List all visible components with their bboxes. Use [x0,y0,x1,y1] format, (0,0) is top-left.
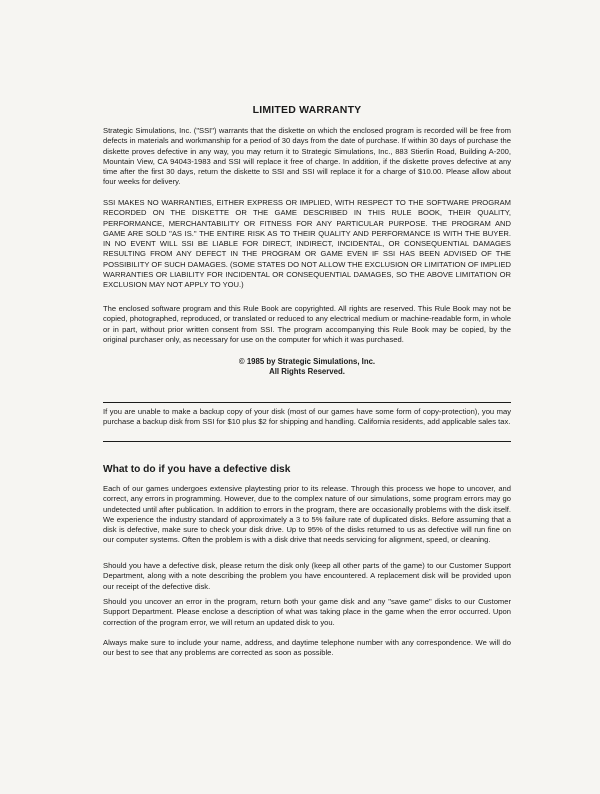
disclaimer-paragraph: SSI MAKES NO WARRANTIES, EITHER EXPRESS OR IMPLIED, WITH RESPECT TO THE SOFTWARE PROGRAM RECORDED ON THE DISKETTE OR THE GAME DESCRIBED IN THIS RULE BOOK, THEIR QUALITY, PERFORMANCE, MERCHANTABILITY OR FITNESS FOR ANY PARTICULAR PURPOSE. THE PROGRAM AND GAME ARE SOLD "AS IS." THE ENTIRE RISK AS TO THEIR QUALITY AND PERFORMANCE IS WITH THE BUYER. IN NO EVENT WILL SSI BE LIABLE FOR DIRECT, INDIRECT, INCIDENTAL, OR CONSEQUENTIAL DAMAGES RESULTING FROM ANY DEFECT IN THE PROGRAM OR GAME EVEN IF SSI HAS BEEN ADVISED OF THE POSSIBILITY OF SUCH DAMAGES. (SOME STATES DO NOT ALLOW THE EXCLUSION OR LIMITATION OF IMPLIED WARRANTIES OR LIABILITY FOR INCIDENTAL OR CONSEQUENTIAL DAMAGES, SO THE ABOVE LIMITATION OR EXCLUSION MAY NOT APPLY TO YOU.) [103,198,511,290]
contact-info-paragraph: Always make sure to include your name, address, and daytime telephone number with any correspondence. We will do our best to see that any problems are corrected as soon as possible. [103,638,511,658]
return-disk-paragraph: Should you have a defective disk, please return the disk only (keep all other parts of the game) to our Customer Support Department, along with a note describing the problem you have encountered. A replacement disk will be provided upon our receipt of the defective disk. [103,561,511,591]
warranty-title: LIMITED WARRANTY [252,104,362,116]
divider-top [103,402,511,403]
program-error-paragraph: Should you uncover an error in the program, return both your game disk and any "save game" disks to our Customer Support Department. Please enclose a description of what was taking place in the game when the error occurred. Upon correction of the program error, we will return an updated disk to you. [103,597,511,627]
warranty-paragraph: Strategic Simulations, Inc. ("SSI") warrants that the diskette on which the enclosed program is recorded will be free from defects in materials and workmanship for a period of 30 days from the date of purchase. If within 30 days of purchase the diskette proves defective in any way, you may return it to Strategic Simulations, Inc., 883 Stierlin Road, Building A-200, Mountain View, CA 94043-1983 and SSI will replace it free of charge. In addition, if the diskette proves defective at any time after the first 30 days, return the diskette to SSI and SSI will replace it for a charge of $10.00. Please allow about four weeks for delivery. [103,126,511,187]
backup-notice: If you are unable to make a backup copy of your disk (most of our games have some form of copy-protection), you may purchase a backup disk from SSI for $10 plus $2 for shipping and handling. California residents, add applicable sales tax. [103,407,511,427]
copyright-notice [103,357,511,377]
copyright-paragraph: The enclosed software program and this Rule Book are copyrighted. All rights are reserved. This Rule Book may not be copied, photographed, reproduced, or translated or reduced to any electrical medium or machine-readable form, in whole or in part, without prior written consent from SSI. The program accompanying this Rule Book may be copied, by the original purchaser only, as necessary for use on the computer for which it was purchased. [103,304,511,344]
playtesting-paragraph: Each of our games undergoes extensive playtesting prior to its release. Through this process we hope to uncover, and correct, any errors in programming. However, due to the complex nature of our simulations, some program errors may go undetected until after publication. In addition to errors in the program, there are occasionally problems with the disk itself. We experience the industry standard of approximately a 3 to 5% failure rate of duplicated disks. Before assuming that a disk is defective, make sure to check your disk drive. Up to 95% of the disks returned to us as defective will run fine on our computer systems. Often the problem is with a disk drive that needs servicing for alignment, speed, or cleaning. [103,484,511,545]
copyright-line: © 1985 by Strategic Simulations, Inc. [238,357,376,366]
defective-disk-heading: What to do if you have a defective disk [103,464,291,475]
divider-bottom [103,441,511,442]
rights-reserved-line: All Rights Reserved. [269,367,345,376]
